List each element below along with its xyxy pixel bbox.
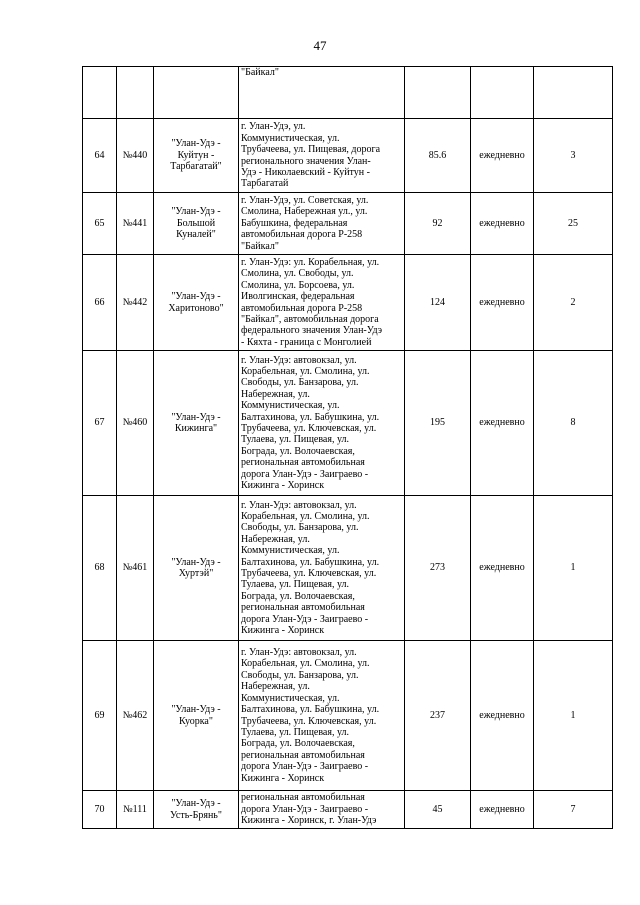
route-count [534,67,613,119]
route-name: "Улан-Удэ - Усть-Брянь" [154,791,239,829]
route-path: г. Улан-Удэ, ул. Коммунистическая, ул. Трубачеева, ул. Пищевая, дорога регионального значения Улан- Удэ - Николаевский - Куйтун - Тарбагатай [239,119,405,193]
route-frequency [471,67,534,119]
route-count: 1 [534,496,613,641]
route-path: г. Улан-Удэ: ул. Корабельная, ул. Смолина, ул. Свободы, ул. Смолина, ул. Борсоева, ул. Иволгинская, федеральная автомобильная дорога Р-258 "Байкал", автомобильная дорога федерального значения Улан-Удэ - Кяхта - граница с Монголией [239,255,405,351]
route-name: "Улан-Удэ - Харитоново" [154,255,239,351]
route-name: "Улан-Удэ - Кижинга" [154,351,239,496]
route-length: 45 [405,791,471,829]
route-count: 3 [534,119,613,193]
route-name [154,67,239,119]
route-frequency: ежедневно [471,351,534,496]
route-path: г. Улан-Удэ: автовокзал, ул. Корабельная, ул. Смолина, ул. Свободы, ул. Банзарова, ул. Набережная, ул. Коммунистическая, ул. Балтахинова, ул. Бабушкина, ул. Трубачеева, ул. Ключевская, ул. Тулаева, ул. Пищевая, ул. Бограда, ул. Волочаевская, региональная автомобильная дорога Улан-Удэ - Заиграево - Кижинга - Хоринск [239,641,405,791]
route-count: 8 [534,351,613,496]
table-row [83,351,613,496]
row-index: 70 [83,791,117,829]
route-length: 85.6 [405,119,471,193]
route-length: 237 [405,641,471,791]
row-index: 67 [83,351,117,496]
route-frequency: ежедневно [471,119,534,193]
page-number: 47 [313,38,327,53]
route-name: "Улан-Удэ - Большой Куналей" [154,193,239,255]
row-index: 69 [83,641,117,791]
route-name: "Улан-Удэ - Куорка" [154,641,239,791]
route-frequency: ежедневно [471,496,534,641]
table-row [83,193,613,255]
row-index: 64 [83,119,117,193]
route-path: г. Улан-Удэ, ул. Советская, ул. Смолина, Набережная ул., ул. Бабушкина, федеральная автомобильная дорога Р-258 "Байкал" [239,193,405,255]
route-number: №461 [117,496,154,641]
table-row [83,119,613,193]
route-count: 1 [534,641,613,791]
route-name: "Улан-Удэ - Куйтун - Тарбагатай" [154,119,239,193]
route-number [117,67,154,119]
route-frequency: ежедневно [471,791,534,829]
route-count: 7 [534,791,613,829]
route-length: 195 [405,351,471,496]
route-path: г. Улан-Удэ: автовокзал, ул. Корабельная, ул. Смолина, ул. Свободы, ул. Банзарова, ул. Набережная, ул. Коммунистическая, ул. Балтахинова, ул. Бабушкина, ул. Трубачеева, ул. Ключевская, ул. Тулаева, ул. Пищевая, ул. Бограда, ул. Волочаевская, региональная автомобильная дорога Улан-Удэ - Заиграево - Кижинга - Хоринск [239,496,405,641]
route-length: 124 [405,255,471,351]
route-count: 2 [534,255,613,351]
route-frequency: ежедневно [471,255,534,351]
row-index [83,67,117,119]
route-number: №440 [117,119,154,193]
route-number: №111 [117,791,154,829]
table-row [83,67,613,119]
table-row [83,791,613,829]
route-frequency: ежедневно [471,641,534,791]
route-path: "Байкал" [239,67,405,119]
route-number: №442 [117,255,154,351]
row-index: 68 [83,496,117,641]
route-count: 25 [534,193,613,255]
table-row [83,641,613,791]
route-length: 273 [405,496,471,641]
route-path: региональная автомобильная дорога Улан-Удэ - Заиграево - Кижинга - Хоринск, г. Улан-Удэ [239,791,405,829]
route-name: "Улан-Удэ - Хуртэй" [154,496,239,641]
row-index: 65 [83,193,117,255]
route-number: №462 [117,641,154,791]
table-row [83,496,613,641]
route-path: г. Улан-Удэ: автовокзал, ул. Корабельная, ул. Смолина, ул. Свободы, ул. Банзарова, ул. Набережная, ул. Коммунистическая, ул. Балтахинова, ул. Бабушкина, ул. Трубачеева, ул. Ключевская, ул. Тулаева, ул. Пищевая, ул. Бограда, ул. Волочаевская, региональная автомобильная дорога Улан-Удэ - Заиграево - Кижинга - Хоринск [239,351,405,496]
row-index: 66 [83,255,117,351]
route-length: 92 [405,193,471,255]
route-length [405,67,471,119]
routes-table [82,66,613,829]
route-number: №441 [117,193,154,255]
table-row [83,255,613,351]
route-number: №460 [117,351,154,496]
route-frequency: ежедневно [471,193,534,255]
